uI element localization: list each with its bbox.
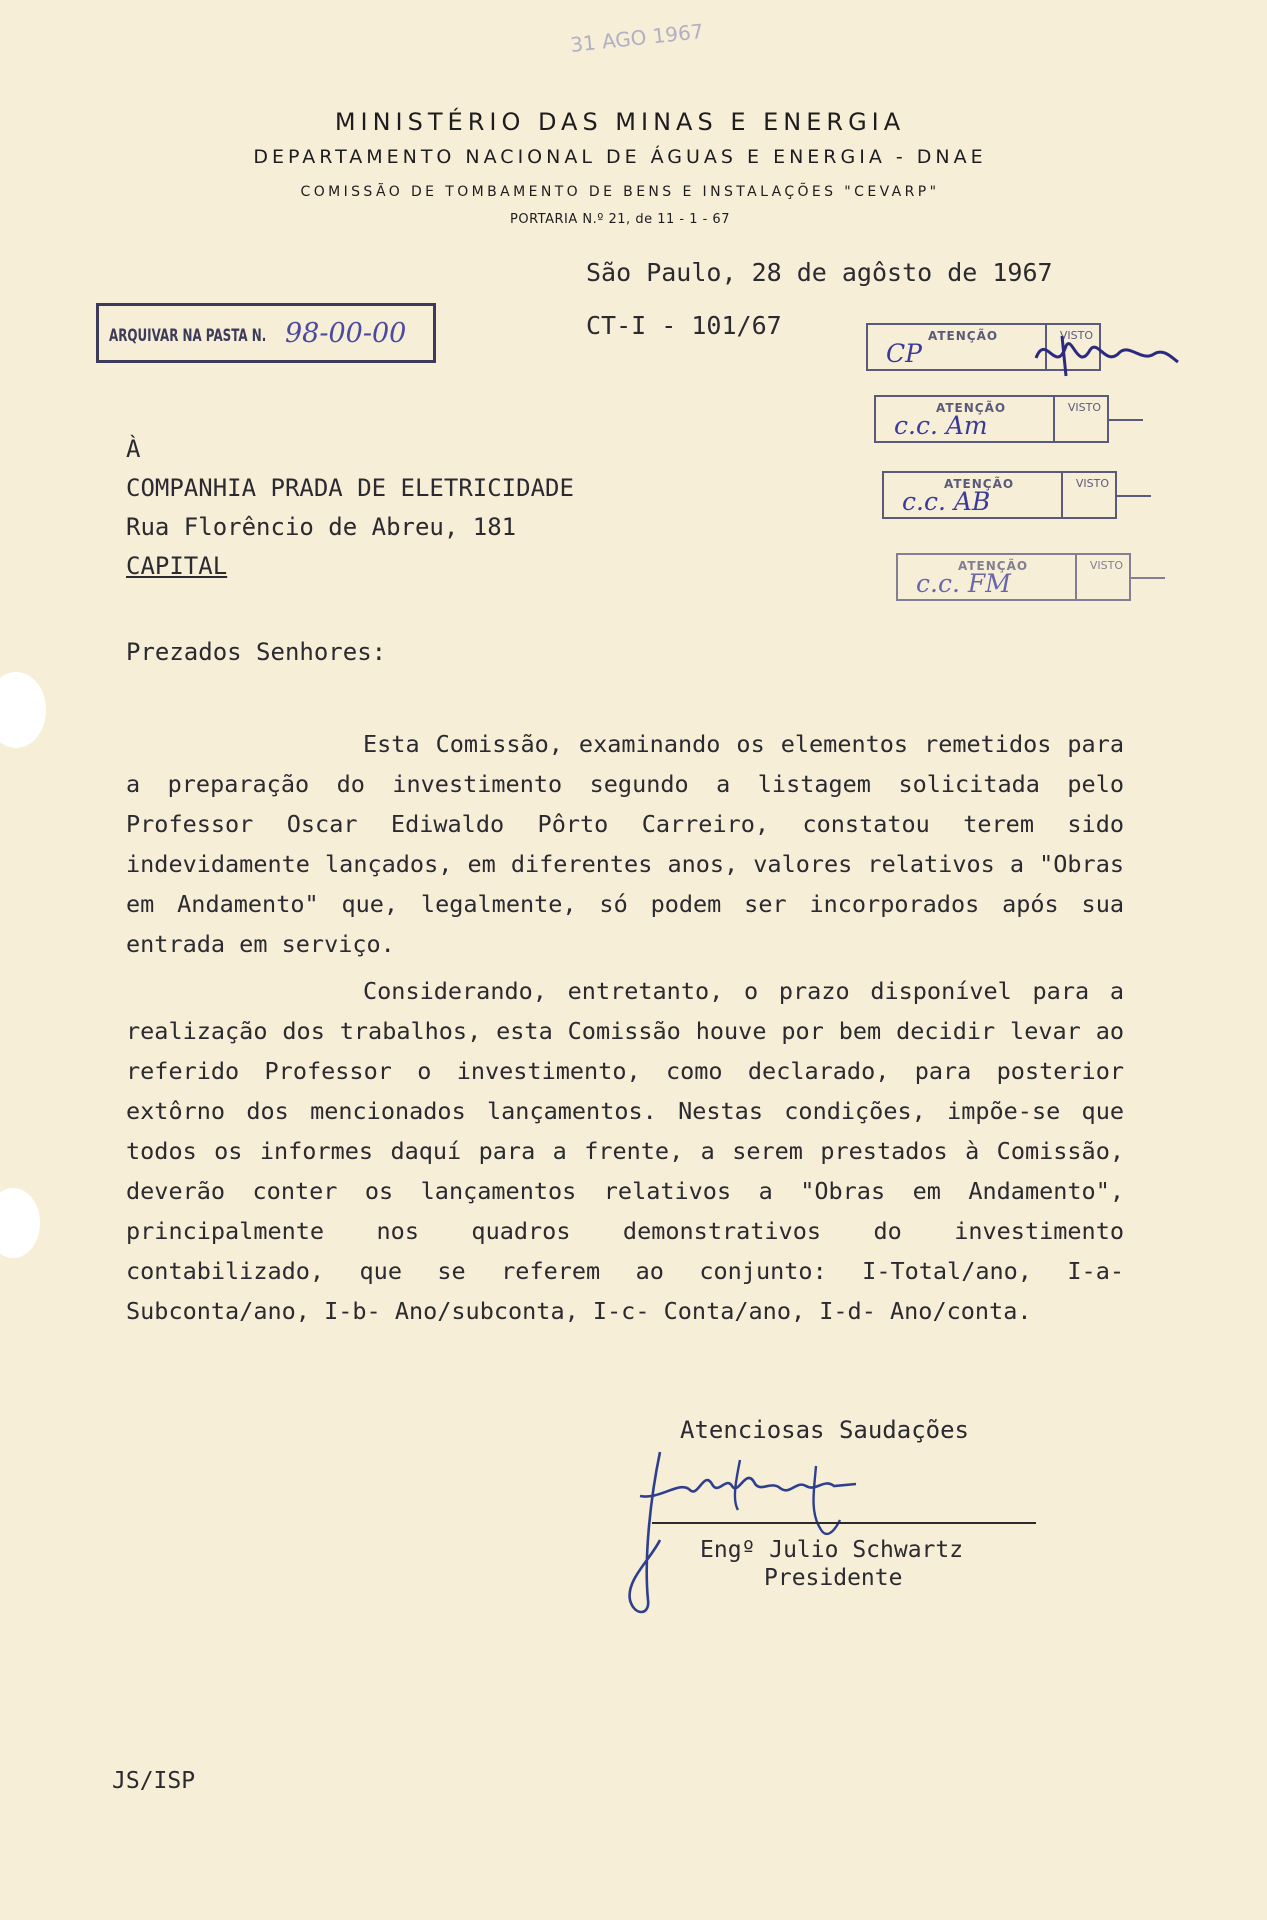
punch-hole (0, 672, 46, 748)
salutation: Prezados Senhores: (126, 638, 387, 666)
archive-stamp-label: ARQUIVAR NA PASTA N. (109, 326, 267, 346)
routing-arrow-icon (1107, 419, 1143, 421)
portaria-line: PORTARIA N.º 21, de 11 - 1 - 67 (510, 212, 730, 227)
visto-label: VISTO (1059, 329, 1093, 342)
attention-stamp-label: ATENÇÃO (928, 329, 999, 343)
attention-stamp-label: ATENÇÃO (936, 401, 1007, 415)
attention-stamp-label: ATENÇÃO (958, 559, 1029, 573)
body-paragraph: Considerando, entretanto, o prazo disponível para a realização dos trabalhos, esta Comissão houve por bem decidir levar ao referido Professor o investimento, como declarado, para posterior extôrno dos mencionados lançamentos. Nestas condições, impõe-se que todos os informes daquí para a frente, a serem prestados à Comissão, deverão conter os lançamentos relativos a "Obras em Andamento", principalmente nos quadros demonstrativos do investimento contabilizado, que se referem ao conjunto: I-Total/ano, I-a- Subconta/ano, I-b- Ano/subconta, I-c- Conta/ano, I-d- Ano/conta. (126, 977, 1124, 1325)
handwritten-signature (620, 1440, 910, 1620)
typist-initials: JS/ISP (112, 1768, 196, 1794)
commission-heading: COMISSÃO DE TOMBAMENTO DE BENS E INSTALAÇÕES "CEVARP" (300, 184, 940, 200)
handwritten-routing: c.c. Am (894, 411, 988, 440)
body-paragraph: Esta Comissão, examinando os elementos remetidos para a preparação do investimento segundo a listagem solicitada pelo Professor Oscar Ediwaldo Pôrto Carreiro, constatou terem sido indevidamente lançados, em diferentes anos, valores relativos a "Obras em Andamento" que, legalmente, só podem ser incorporados após sua entrada em serviço. (126, 730, 1124, 958)
signatory-title: Presidente (764, 1565, 903, 1591)
stamp-divider (1053, 397, 1055, 441)
routing-arrow-icon (1115, 495, 1151, 497)
visto-label: VISTO (1075, 477, 1109, 490)
attention-stamp-label: ATENÇÃO (944, 477, 1015, 491)
closing: Atenciosas Saudações (680, 1416, 969, 1444)
signatory-name: Engº Julio Schwartz (700, 1537, 964, 1563)
ministry-heading: MINISTÉRIO DAS MINAS E ENERGIA (334, 108, 906, 136)
recipient-prefix: À (126, 435, 141, 463)
visto-label: VISTO (1089, 559, 1123, 572)
routing-arrow-icon (1129, 577, 1165, 579)
attention-stamp (874, 395, 1109, 443)
punch-hole (0, 1188, 40, 1258)
signature-line (652, 1522, 1036, 1524)
attention-stamp (882, 471, 1117, 519)
visto-label: VISTO (1067, 401, 1101, 414)
department-heading: DEPARTAMENTO NACIONAL DE ÁGUAS E ENERGIA - DNAE (253, 146, 987, 168)
recipient-street: Rua Florêncio de Abreu, 181 (126, 513, 517, 541)
stamp-divider (1061, 473, 1063, 517)
letter-reference: CT-I - 101/67 (586, 311, 782, 340)
letter-date: São Paulo, 28 de agôsto de 1967 (586, 258, 1053, 287)
recipient-city: CAPITAL (126, 552, 228, 580)
archive-stamp (96, 303, 436, 363)
visto-handwritten-initials (1032, 328, 1182, 386)
handwritten-routing: CP (886, 339, 922, 368)
handwritten-routing: c.c. FM (916, 569, 1011, 598)
handwritten-routing: c.c. AB (902, 487, 991, 516)
visto-scribble-icon (1032, 328, 1182, 378)
recipient-address (126, 430, 574, 586)
received-date-stamp: 31 AGO 1967 (569, 19, 705, 57)
stamp-divider (1075, 555, 1077, 599)
attention-stamp (896, 553, 1131, 601)
recipient-company: COMPANHIA PRADA DE ELETRICIDADE (126, 474, 574, 502)
archive-folder-number: 98-00-00 (285, 318, 407, 349)
